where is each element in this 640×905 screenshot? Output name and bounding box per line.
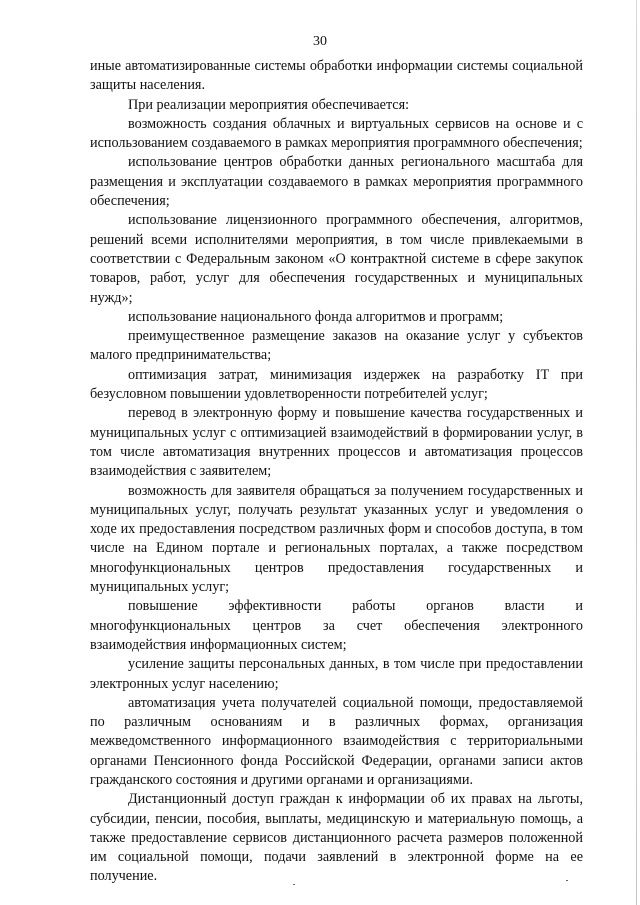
paragraph-continuation: иные автоматизированные системы обработки информации системы социальной защиты населения.: [90, 58, 583, 94]
paragraph-item: возможность создания облачных и виртуальных сервисов на основе и с использованием создаваемого в рамках мероприятия программного обеспечения;: [90, 115, 583, 152]
paragraph-intro: При реализации мероприятия обеспечивается:: [128, 96, 410, 113]
paragraph-item: автоматизация учета получателей социальной помощи, предоставляемой по различным основаниям и в различных формах, организация межведомственного информационного взаимодействия с территориальными органами Пенсионного фонда Российской Федерации, органами записи актов гражданского состояния и другими органами и организациями.: [90, 694, 583, 788]
paragraph-item: оптимизация затрат, минимизация издержек на разработку IT при безусловном повышении удовлетворенности потребителей услуг;: [90, 366, 583, 403]
paragraph-item: использование национального фонда алгоритмов и программ;: [128, 308, 504, 325]
paragraph-item: повышение эффективности работы органов власти и многофункциональных центров за счет обеспечения электронного взаимодействия информационных систем;: [90, 598, 583, 653]
paragraph-item: использование лицензионного программного обеспечения, алгоритмов, решений всеми исполнителями мероприятия, в том числе привлекаемыми в соответствии с Федеральным законом «О контрактной системе в сфере закупок товаров, работ, услуг для обеспечения государственных и муниципальных нужд»;: [90, 212, 583, 306]
document-body: [90, 57, 583, 887]
page-number: 30: [313, 34, 327, 49]
paragraph-final: Дистанционный доступ граждан к информации об их правах на льготы, субсидии, пенсии, пособия, выплаты, медицинскую и материальную помощь, а также предоставление сервисов дистанционного расчета размеров положенной им социальной помощи, подачи заявлений в электронной форме на ее получение.: [90, 791, 583, 885]
paragraph-item: усиление защиты персональных данных, в том числе при предоставлении электронных услуг населению;: [90, 656, 583, 692]
scan-speck: [566, 880, 568, 881]
paragraph-item: перевод в электронную форму и повышение качества государственных и муниципальных услуг с оптимизацией взаимодействий в формировании услуг, в том числе автоматизация внутренних процессов и автоматизация процессов взаимодействия с заявителем;: [90, 405, 583, 480]
paragraph-item: возможность для заявителя обращаться за получением государственных и муниципальных услуг, получать результат указанных услуг и уведомления о ходе их предоставления посредством различных форм и способов доступа, в том числе на Едином портале и региональных порталах, а также посредством многофункциональных центров предоставления государственных и муниципальных услуг;: [90, 482, 583, 596]
paragraph-item: использование центров обработки данных регионального масштаба для размещения и эксплуатации создаваемого в рамках мероприятия программного обеспечения;: [90, 154, 583, 210]
scan-edge: [636, 0, 637, 905]
scan-speck: [293, 884, 295, 885]
paragraph-item: преимущественное размещение заказов на оказание услуг у субъектов малого предпринимательства;: [90, 328, 583, 364]
